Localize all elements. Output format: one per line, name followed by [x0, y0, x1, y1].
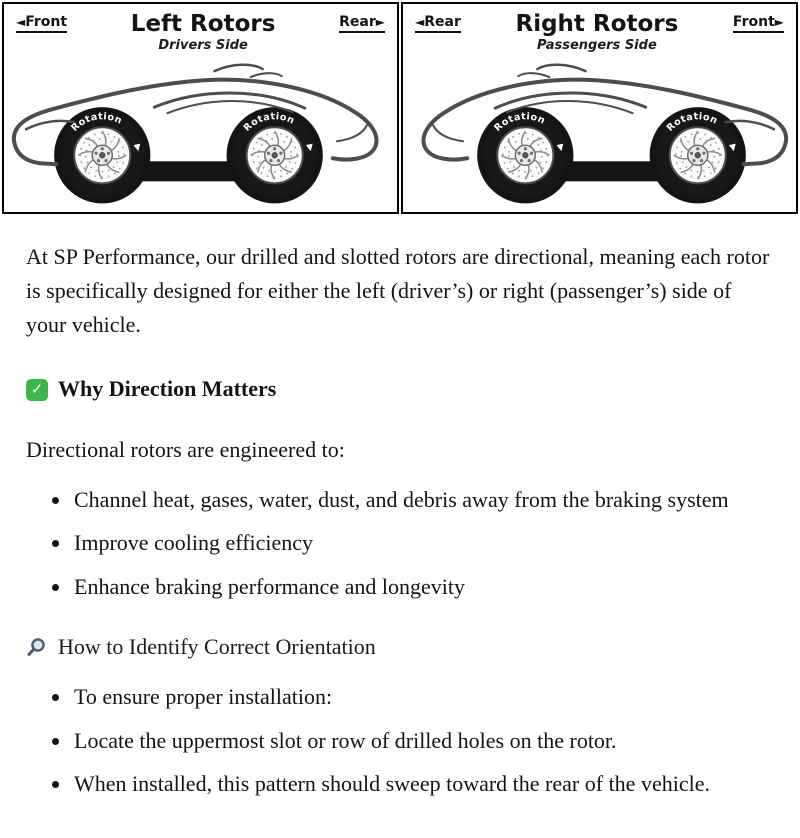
rotation-label: Rotation	[664, 111, 720, 135]
car-side-view-left-drawing	[4, 49, 397, 211]
rear-direction-label: ◄Rear	[415, 14, 461, 33]
rotation-label: Rotation	[69, 111, 124, 135]
panel-title: Right Rotors	[515, 11, 679, 37]
engineered-to-lead: Directional rotors are engineered to:	[26, 436, 345, 462]
right-arrow-icon: ►	[774, 15, 784, 29]
panel-title: Left Rotors	[130, 11, 276, 37]
panel-subtitle: Drivers Side	[158, 38, 248, 54]
list-item: • Enhance braking performance and longevity	[72, 570, 774, 604]
list-item: • Channel heat, gases, water, dust, and debris away from the braking system	[72, 483, 774, 517]
list-item: • When installed, this pattern should sweep toward the rear of the vehicle.	[72, 767, 774, 801]
left-arrow-icon: ◄	[16, 15, 26, 29]
rotor-orientation-figure	[0, 0, 800, 216]
section-heading-why-direction-matters	[26, 372, 774, 406]
car-side-view-right-drawing	[403, 49, 796, 211]
left-arrow-icon: ◄	[415, 15, 425, 29]
front-direction-label: ◄Front	[16, 14, 67, 33]
right-arrow-icon: ►	[375, 15, 385, 29]
list-item: • Locate the uppermost slot or row of drilled holes on the rotor.	[72, 724, 774, 758]
section-heading-text: How to Identify Correct Orientation	[58, 634, 376, 660]
panel-subtitle: Passengers Side	[537, 38, 657, 54]
magnifier-icon	[26, 637, 47, 658]
front-direction-label: Front►	[733, 14, 784, 33]
list-item: • To ensure proper installation:	[72, 680, 774, 714]
check-icon: ✓	[26, 379, 48, 401]
rotation-label: Rotation	[492, 111, 547, 135]
rear-direction-label: Rear►	[339, 14, 385, 33]
benefits-bullet-list	[26, 483, 774, 604]
rotation-label: Rotation	[241, 111, 297, 135]
panel-left-rotors	[2, 2, 399, 214]
section-heading-identify-orientation	[26, 630, 774, 664]
article-body	[0, 216, 800, 838]
list-item: • Improve cooling efficiency	[72, 526, 774, 560]
section-heading-text: Why Direction Matters	[58, 376, 277, 402]
orientation-bullet-list	[26, 680, 774, 801]
intro-paragraph: At SP Performance, our drilled and slotted rotors are directional, meaning each rotor is specifically designed for either the left (driver’s) or right (passenger’s) side of your vehicle.	[26, 243, 770, 338]
panel-right-rotors	[401, 2, 798, 214]
